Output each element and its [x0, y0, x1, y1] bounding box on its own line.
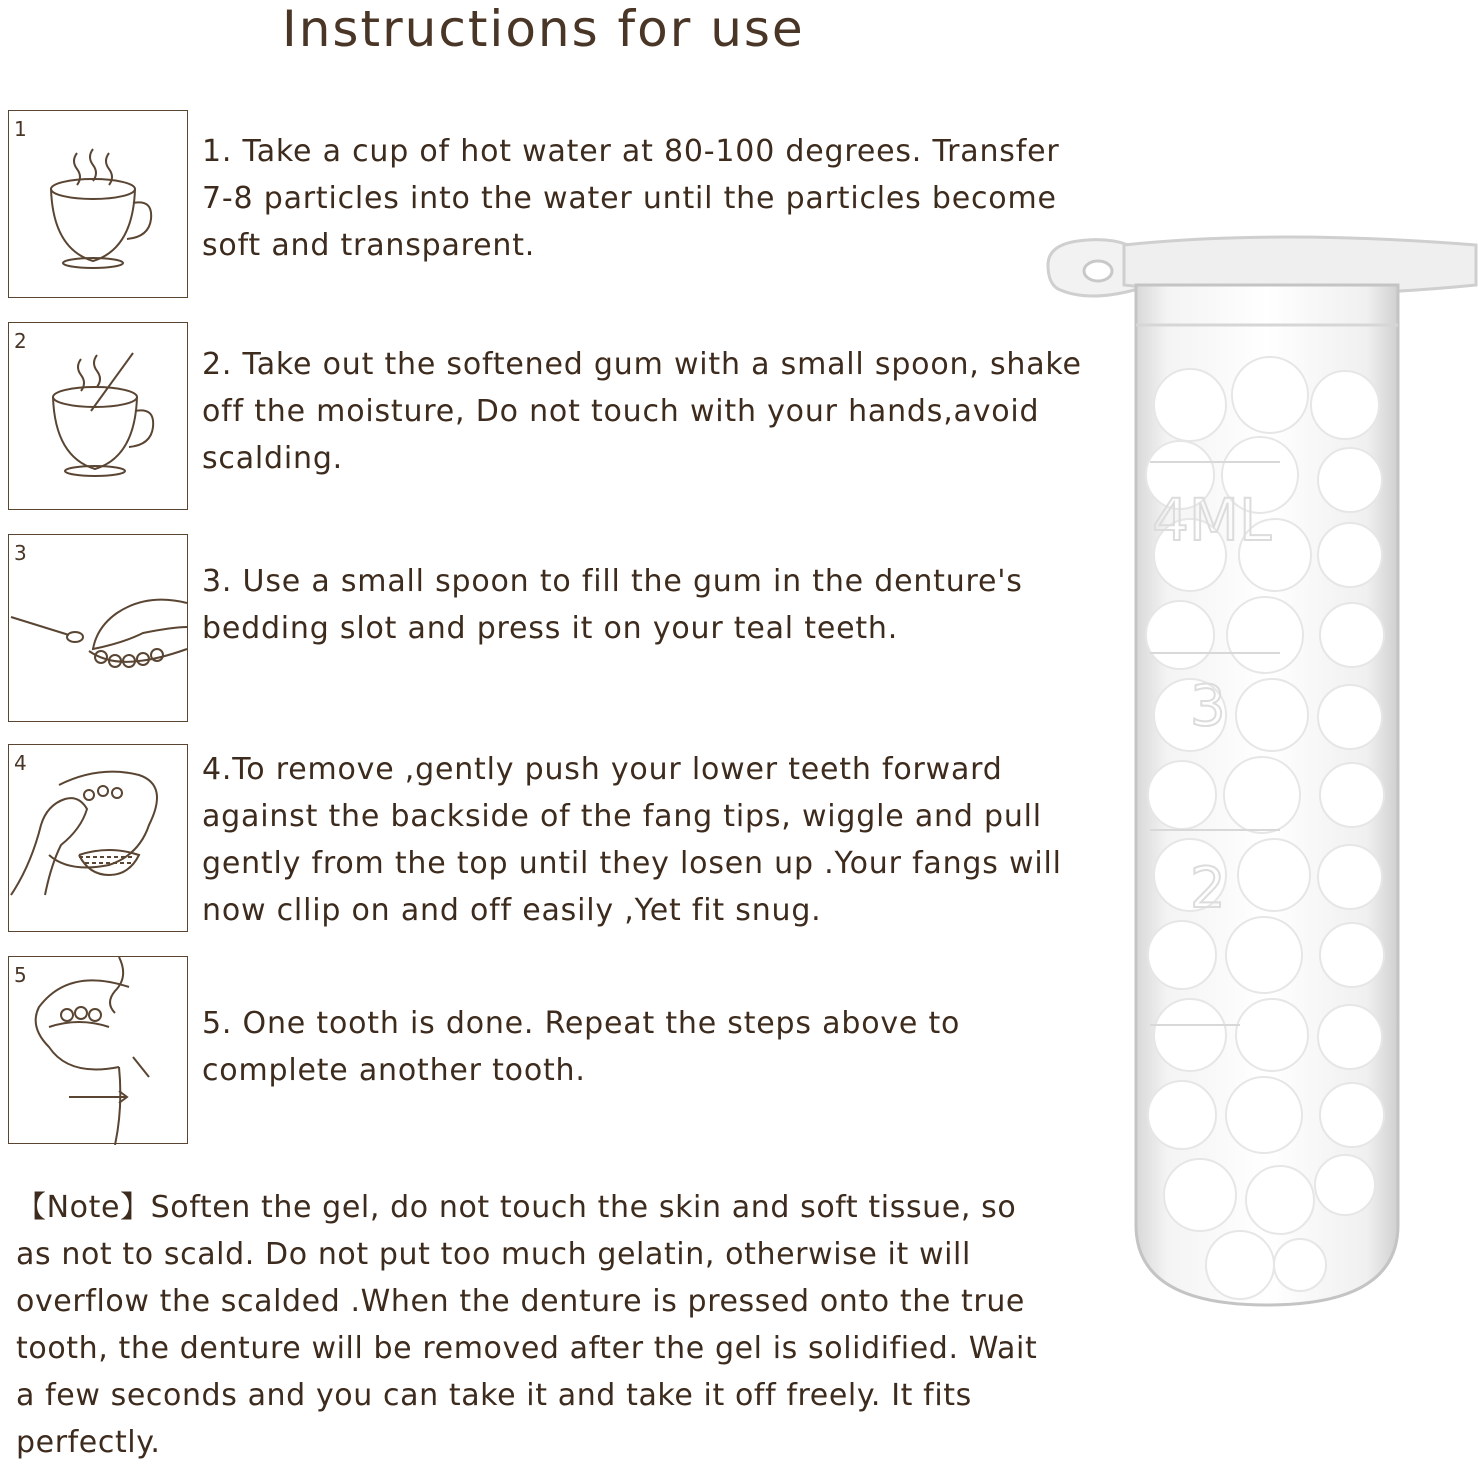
hand-mouth-icon	[9, 745, 189, 933]
tube-mark-3: 3	[1190, 674, 1226, 739]
step-2-number: 2	[14, 329, 27, 353]
hot-cup-icon	[9, 111, 189, 299]
page-title: Instructions for use	[282, 0, 805, 58]
note-paragraph: 【Note】Soften the gel, do not touch the skin and soft tissue, so as not to scald. Do not put too much gelatin, otherwise it will overflow the scalded .When the denture is pressed onto the true tooth, the denture will be removed after the gel is solidified. Wait a few seconds and you can take it and take it off freely. It fits perfectly.	[16, 1190, 1038, 1460]
step-1-illustration	[8, 110, 188, 298]
step-4-illustration	[8, 744, 188, 932]
step-3-number: 3	[14, 541, 27, 565]
step-1-number: 1	[14, 117, 27, 141]
step-1-text: 1. Take a cup of hot water at 80-100 degrees. Transfer 7-8 particles into the water until the particles become soft and transparent.	[202, 134, 1060, 263]
cup-spoon-icon	[9, 323, 189, 511]
step-2-illustration	[8, 322, 188, 510]
tube-mark-2: 2	[1190, 856, 1226, 921]
step-3-text: 3. Use a small spoon to fill the gum in the denture's bedding slot and press it on your teal teeth.	[202, 564, 1023, 646]
step-5-number: 5	[14, 963, 27, 987]
step-5-text: 5. One tooth is done. Repeat the steps above to complete another tooth.	[202, 1006, 961, 1088]
step-2-text: 2. Take out the softened gum with a small spoon, shake off the moisture, Do not touch with your hands,avoid scalding.	[202, 347, 1082, 476]
spoon-hand-icon	[9, 535, 189, 723]
step-4-number: 4	[14, 751, 27, 775]
step-3-illustration	[8, 534, 188, 722]
mouth-profile-icon	[9, 957, 189, 1145]
step-5-illustration	[8, 956, 188, 1144]
tube-mark-4ml: 4ML	[1152, 486, 1272, 554]
step-4-text: 4.To remove ,gently push your lower teeth forward against the backside of the fang tips, wiggle and pull gently from the top until they losen up .Your fangs will now cllip on and off easily ,Yet fit snug.	[202, 752, 1062, 928]
tube-product-image	[1040, 225, 1478, 1325]
